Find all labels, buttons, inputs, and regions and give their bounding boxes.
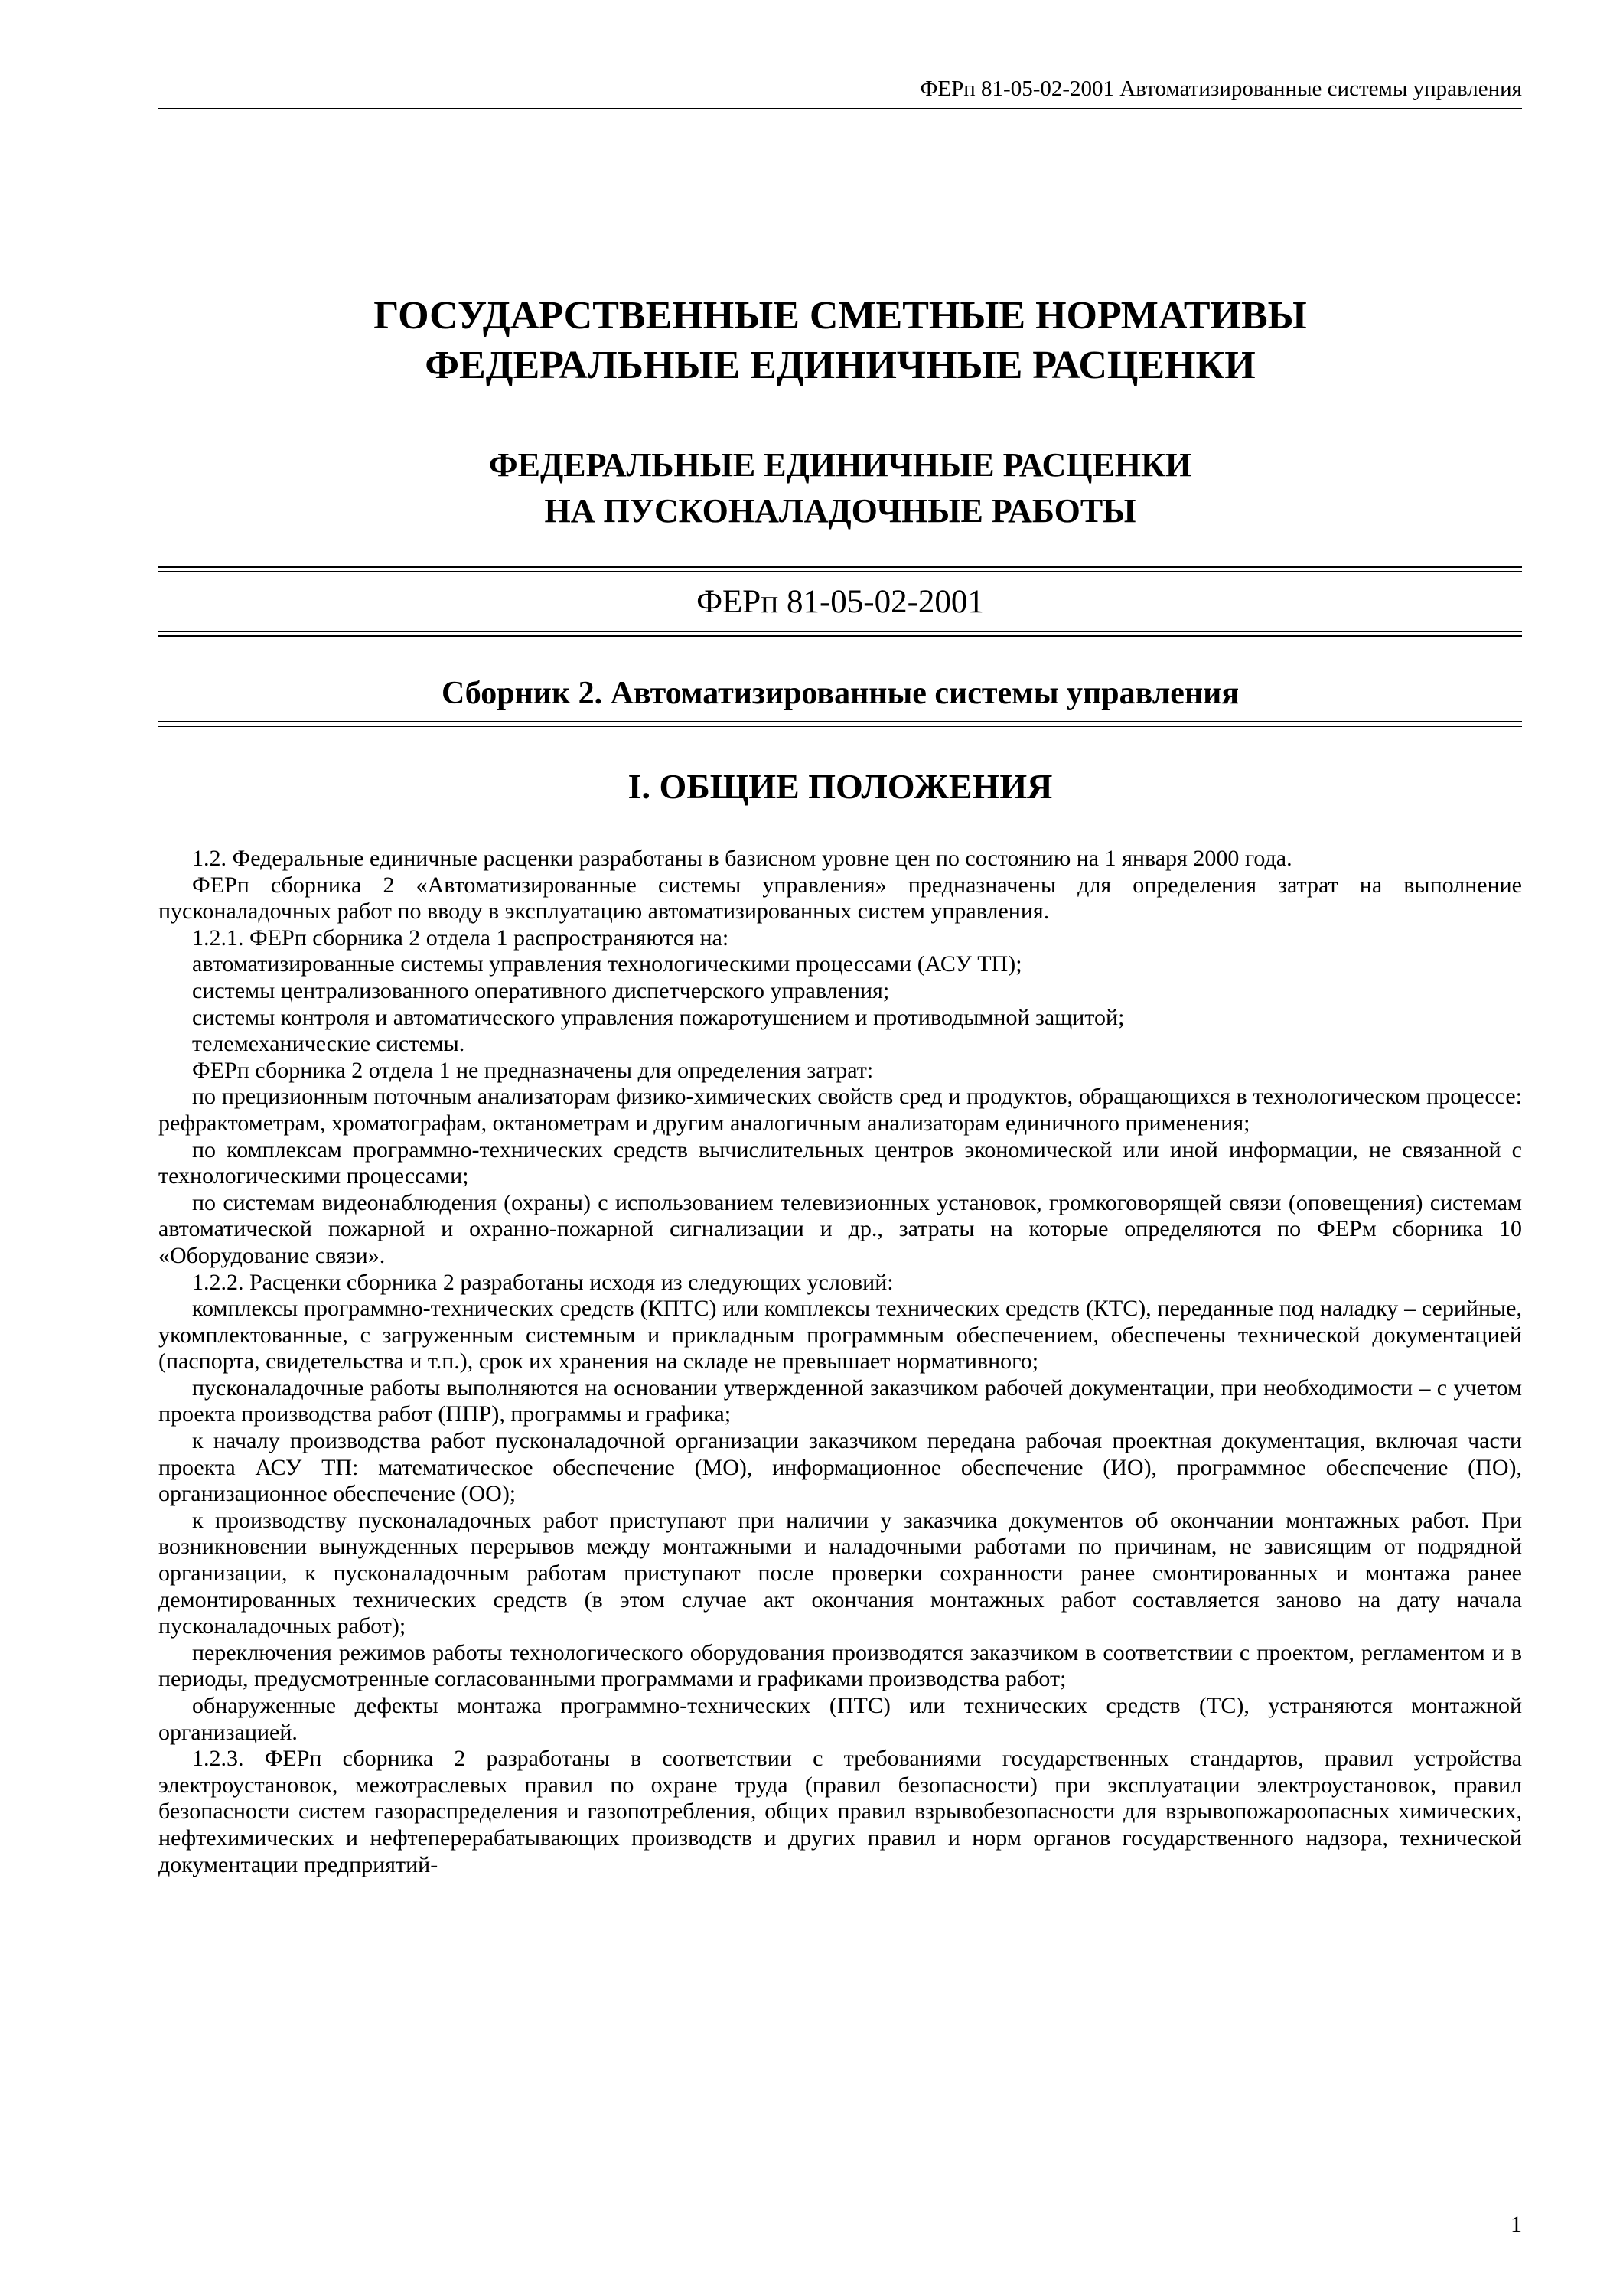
paragraph: системы контроля и автоматического управления пожаротушением и противодымной защитой; [192, 1004, 1125, 1030]
paragraph: 1.2.3. ФЕРп сборника 2 разработаны в соответствии с требованиями государственных стандартов, правил устройства электроустановок, межотраслевых правил по охране труда (правил безопасности) при эксплуатации электроустановок, правил безопасности систем газораспределения и газопотребления, общих правил взрывобезопасности для взрывопожароопасных химических, нефтехимических и нефтеперерабатывающих производств и других правил и норм органов государственного надзора, технической документации предприятий- [158, 1746, 1522, 1877]
paragraph: по прецизионным поточным анализаторам физико-химических свойств сред и продуктов, обращающихся в технологическом процессе: рефрактометрам, хроматографам, октанометрам и другим аналогичным анализаторам единичного применения; [158, 1084, 1522, 1136]
document-code: ФЕРп 81-05-02-2001 [696, 584, 984, 620]
body-text [158, 846, 1522, 1878]
collection-rule [158, 721, 1522, 727]
paragraph: к началу производства работ пусконаладочной организации заказчиком передана рабочая проектная документация, включая части проекта АСУ ТП: математическое обеспечение (МО), информационное обеспечение (ИО), программное обеспечение (ПО), организационное обеспечение (ОО); [158, 1428, 1522, 1507]
paragraph: к производству пусконаладочных работ приступают при наличии у заказчика документов об окончании монтажных работ. При возникновении вынужденных перерывов между монтажными и наладочными работами по причинам, не зависящим от подрядной организации, к пусконаладочным работам приступают после проверки сохранности ранее смонтированных и монтажа ранее демонтированных технических средств (в этом случае акт окончания монтажных работ составляется заново на дату начала пусконаладочных работ); [158, 1507, 1522, 1639]
title-block [158, 291, 1522, 530]
document-code-block [158, 566, 1522, 637]
paragraph: системы централизованного оперативного диспетчерского управления; [192, 977, 890, 1003]
title-line-2: ФЕДЕРАЛЬНЫЕ ЕДИНИЧНЫЕ РАСЦЕНКИ [425, 344, 1256, 387]
paragraph: пусконаладочные работы выполняются на основании утвержденной заказчиком рабочей документации, при необходимости – с учетом проекта производства работ (ППР), программы и графика; [158, 1375, 1522, 1427]
paragraph: обнаруженные дефекты монтажа программно-технических (ПТС) или технических средств (ТС), устраняются монтажной организацией. [158, 1693, 1522, 1745]
paragraph: по системам видеонаблюдения (охраны) с использованием телевизионных установок, громкоговорящей связи (оповещения) системам автоматической пожарной и охранно-пожарной сигнализации и др., затраты на которые определяются по ФЕРм сборника 10 «Оборудование связи». [158, 1189, 1522, 1268]
paragraph: телемеханические системы. [192, 1031, 465, 1057]
collection-title: Сборник 2. Автоматизированные системы управления [441, 676, 1240, 711]
paragraph: по комплексам программно-технических средств вычислительных центров экономической или иной информации, не связанной с технологическими процессами; [158, 1137, 1522, 1189]
paragraph: 1.2. Федеральные единичные расценки разработаны в базисном уровне цен по состоянию на 1 января 2000 года. [192, 846, 1292, 871]
code-bottom-rule [158, 631, 1522, 637]
collection-block [158, 673, 1522, 727]
section-heading: I. ОБЩИЕ ПОЛОЖЕНИЯ [627, 767, 1053, 806]
paragraph: комплексы программно-технических средств (КПТС) или комплексы технических средств (КТС), переданные под наладку – серийные, укомплектованные, с загруженным системным и прикладным программным обеспечением, обеспечены технической документацией (паспорта, свидетельства и т.п.), срок их хранения на складе не превышает нормативного; [158, 1296, 1522, 1375]
title-line-1: ГОСУДАРСТВЕННЫЕ СМЕТНЫЕ НОРМАТИВЫ [373, 294, 1307, 338]
subtitle [158, 442, 1522, 534]
paragraph: ФЕРп сборника 2 отдела 1 не предназначены для определения затрат: [192, 1057, 874, 1083]
code-top-rule [158, 566, 1522, 572]
subtitle-line-1: ФЕДЕРАЛЬНЫЕ ЕДИНИЧНЫЕ РАСЦЕНКИ [488, 446, 1192, 484]
page-number: 1 [1511, 2212, 1522, 2237]
subtitle-line-2: НА ПУСКОНАЛАДОЧНЫЕ РАБОТЫ [544, 492, 1136, 530]
paragraph: ФЕРп сборника 2 «Автоматизированные системы управления» предназначены для определения затрат на выполнение пусконаладочных работ по вводу в эксплуатацию автоматизированных систем управления. [158, 872, 1522, 925]
paragraph: 1.2.2. Расценки сборника 2 разработаны исходя из следующих условий: [192, 1269, 894, 1295]
running-header: ФЕРп 81-05-02-2001 Автоматизированные системы управления [920, 77, 1522, 101]
paragraph: автоматизированные системы управления технологическими процессами (АСУ ТП); [192, 951, 1022, 977]
paragraph: переключения режимов работы технологического оборудования производятся заказчиком в соответствии с проектом, регламентом и в периоды, предусмотренные согласованными программами и графиками производства работ; [158, 1639, 1522, 1692]
header-divider [158, 108, 1522, 109]
paragraph: 1.2.1. ФЕРп сборника 2 отдела 1 распространяются на: [192, 925, 729, 951]
